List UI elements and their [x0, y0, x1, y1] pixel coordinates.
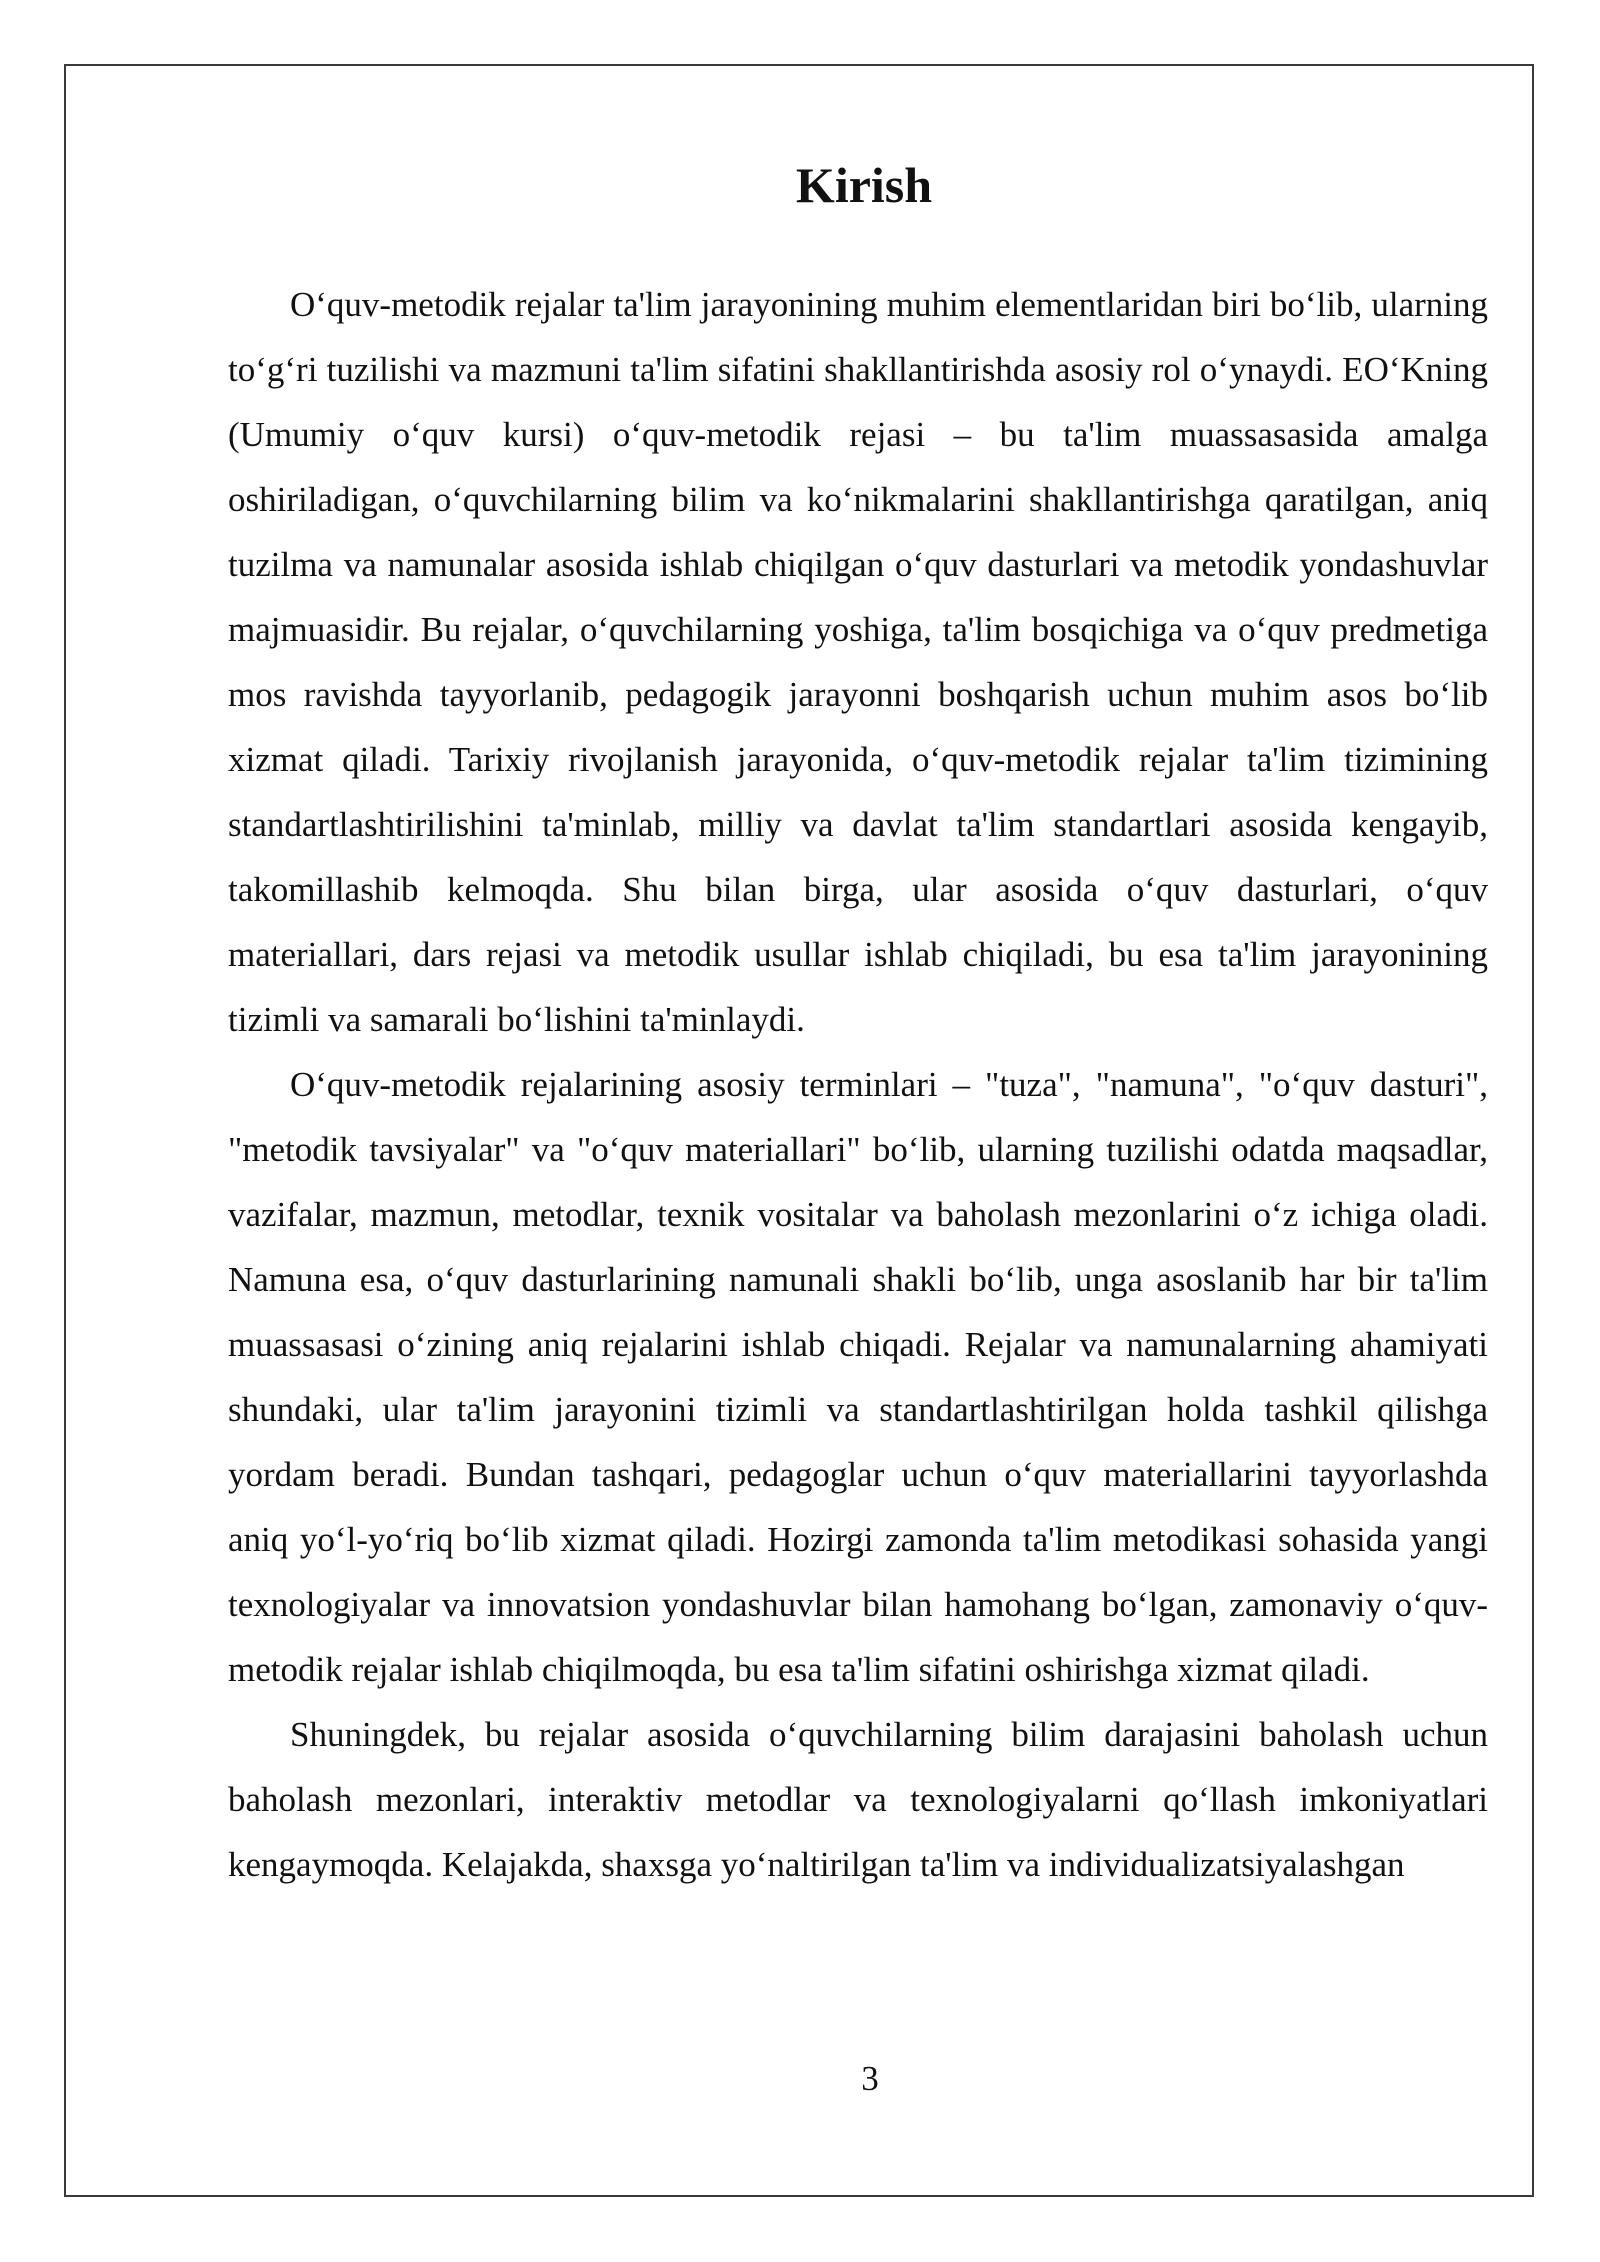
body-text	[228, 272, 1488, 1897]
page-content	[228, 140, 1488, 1897]
paragraph-3: Shuningdek, bu rejalar asosida o‘quvchilarning bilim darajasini baholash uchun baholash mezonlari, interaktiv metodlar va texnologiyalarni qo‘llash imkoniyatlari kengaymoqda. Kelajakda, shaxsga yo‘naltirilgan ta'lim va individualizatsiyalashgan	[228, 1715, 1488, 1884]
paragraph-1: O‘quv-metodik rejalar ta'lim jarayonining muhim elementlaridan biri bo‘lib, ularning to‘g‘ri tuzilishi va mazmuni ta'lim sifatini shakllantirishda asosiy rol o‘ynaydi. EO‘Kning (Umumiy o‘quv kursi) o‘quv-metodik rejasi – bu ta'lim muassasasida amalga oshiriladigan, o‘quvchilarning bilim va ko‘nikmalarini shakllantirishga qaratilgan, aniq tuzilma va namunalar asosida ishlab chiqilgan o‘quv dasturlari va metodik yondashuvlar majmuasidir. Bu rejalar, o‘quvchilarning yoshiga, ta'lim bosqichiga va o‘quv predmetiga mos ravishda tayyorlanib, pedagogik jarayonni boshqarish uchun muhim asos bo‘lib xizmat qiladi. Tarixiy rivojlanish jarayonida, o‘quv-metodik rejalar ta'lim tizimining standartlashtirilishini ta'minlab, milliy va davlat ta'lim standartlari asosida kengayib, takomillashib kelmoqda. Shu bilan birga, ular asosida o‘quv dasturlari, o‘quv materiallari, dars rejasi va metodik usullar ishlab chiqiladi, bu esa ta'lim jarayonining tizimli va samarali bo‘lishini ta'minlaydi.	[228, 285, 1488, 1039]
paragraph-2: O‘quv-metodik rejalarining asosiy terminlari – "tuza", "namuna", "o‘quv dasturi", "metodik tavsiyalar" va "o‘quv materiallari" bo‘lib, ularning tuzilishi odatda maqsadlar, vazifalar, mazmun, metodlar, texnik vositalar va baholash mezonlarini o‘z ichiga oladi. Namuna esa, o‘quv dasturlarining namunali shakli bo‘lib, unga asoslanib har bir ta'lim muassasasi o‘zining aniq rejalarini ishlab chiqadi. Rejalar va namunalarning ahamiyati shundaki, ular ta'lim jarayonini tizimli va standartlashtirilgan holda tashkil qilishga yordam beradi. Bundan tashqari, pedagoglar uchun o‘quv materiallarini tayyorlashda aniq yo‘l-yo‘riq bo‘lib xizmat qiladi. Hozirgi zamonda ta'lim metodikasi sohasida yangi texnologiyalar va innovatsion yondashuvlar bilan hamohang bo‘lgan, zamonaviy o‘quv-metodik rejalar ishlab chiqilmoqda, bu esa ta'lim sifatini oshirishga xizmat qiladi.	[228, 1065, 1488, 1689]
page-title: Kirish	[795, 157, 933, 213]
page-number: 3	[861, 2059, 879, 2098]
